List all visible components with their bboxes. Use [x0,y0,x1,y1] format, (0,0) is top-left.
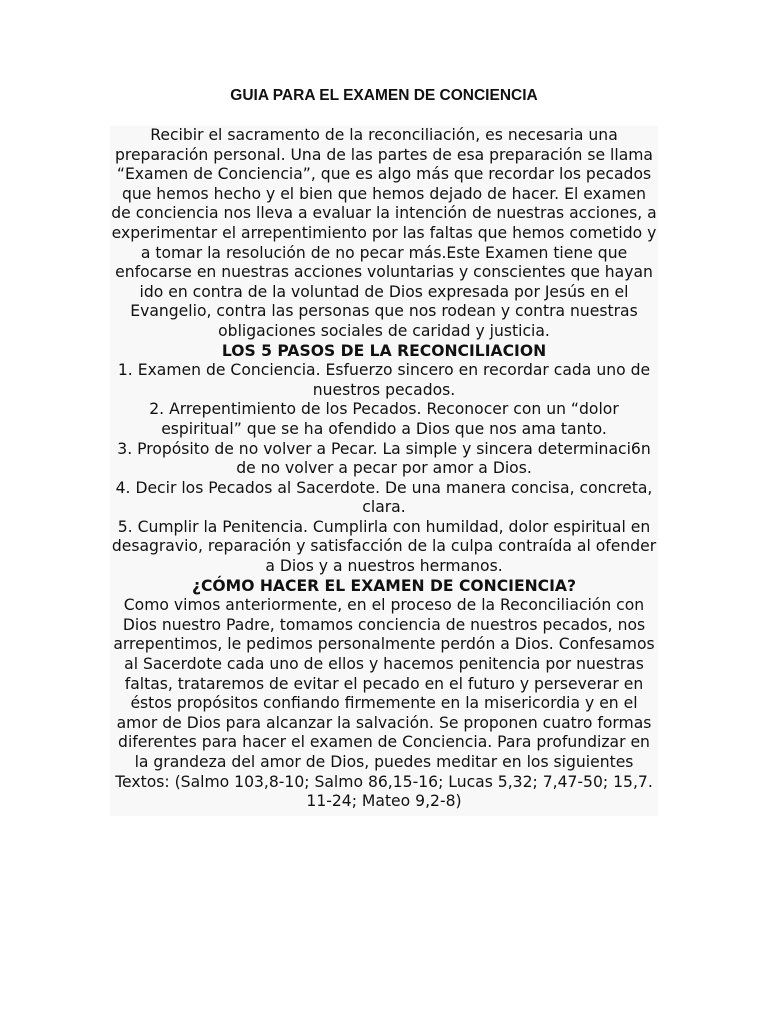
how-heading: ¿CÓMO HACER EL EXAMEN DE CONCIENCIA? [191,576,577,595]
step-item: 2. Arrepentimiento de los Pecados. Reconocer con un “dolor espiritual” que se ha ofendido a Dios que nos ama tanto. [149,400,619,438]
step-item: 1. Examen de Conciencia. Esfuerzo sincero en recordar cada uno de nuestros pecados. [117,361,651,399]
step-item: 3. Propósito de no volver a Pecar. La simple y sincera determinaci6n de no volver a pecar por amor a Dios. [117,439,651,478]
steps-heading: LOS 5 PASOS DE LA RECONCILIACION [221,341,547,360]
document-title: GUIA PARA EL EXAMEN DE CONCIENCIA [230,87,538,104]
document-body [110,126,658,816]
step-item: 4. Decir los Pecados al Sacerdote. De una manera concisa, concreta, clara. [115,478,653,517]
how-paragraph: Como vimos anteriormente, en el proceso de la Reconciliación con Dios nuestro Padre, tomamos conciencia de nuestros pecados, nos arrepentimos, le pedimos personalmente perdón a Dios. Confesamos al Sacerdote cada uno de ellos y hacemos penitencia por nuestras faltas, trataremos de evitar el pecado en el futuro y perseverar en éstos propósitos confiando firmemente en la misericordia y en el amor de Dios para alcanzar la salvación. Se proponen cuatro formas diferentes para hacer el examen de Conciencia. Para profundizar en la grandeza del amor de Dios, puedes meditar en los siguientes Textos: (Salmo 103,8-10; Salmo 86,15-16; Lucas 5,32; 7,47-50; 15,7. 11-24; Mateo 9,2-8) [113,596,655,811]
step-item: 5. Cumplir la Penitencia. Cumplirla con humildad, dolor espiritual en desagravio, reparación y satisfacción de la culpa contraída al ofender a Dios y a nuestros hermanos. [111,517,657,576]
intro-paragraph: Recibir el sacramento de la reconciliación, es necesaria una preparación personal. Una de las partes de esa preparación se llama “Examen de Conciencia”, que es algo más que recordar los pecados que hemos hecho y el bien que hemos dejado de hacer. El examen de conciencia nos lleva a evaluar la intención de nuestras acciones, a experimentar el arrepentimiento por las faltas que hemos cometido y a tomar la resolución de no pecar más.Este Examen tiene que enfocarse en nuestras acciones voluntarias y conscientes que hayan ido en contra de la voluntad de Dios expresada por Jesús en el Evangelio, contra las personas que nos rodean y contra nuestras obligaciones sociales de caridad y justicia. [111,126,657,340]
